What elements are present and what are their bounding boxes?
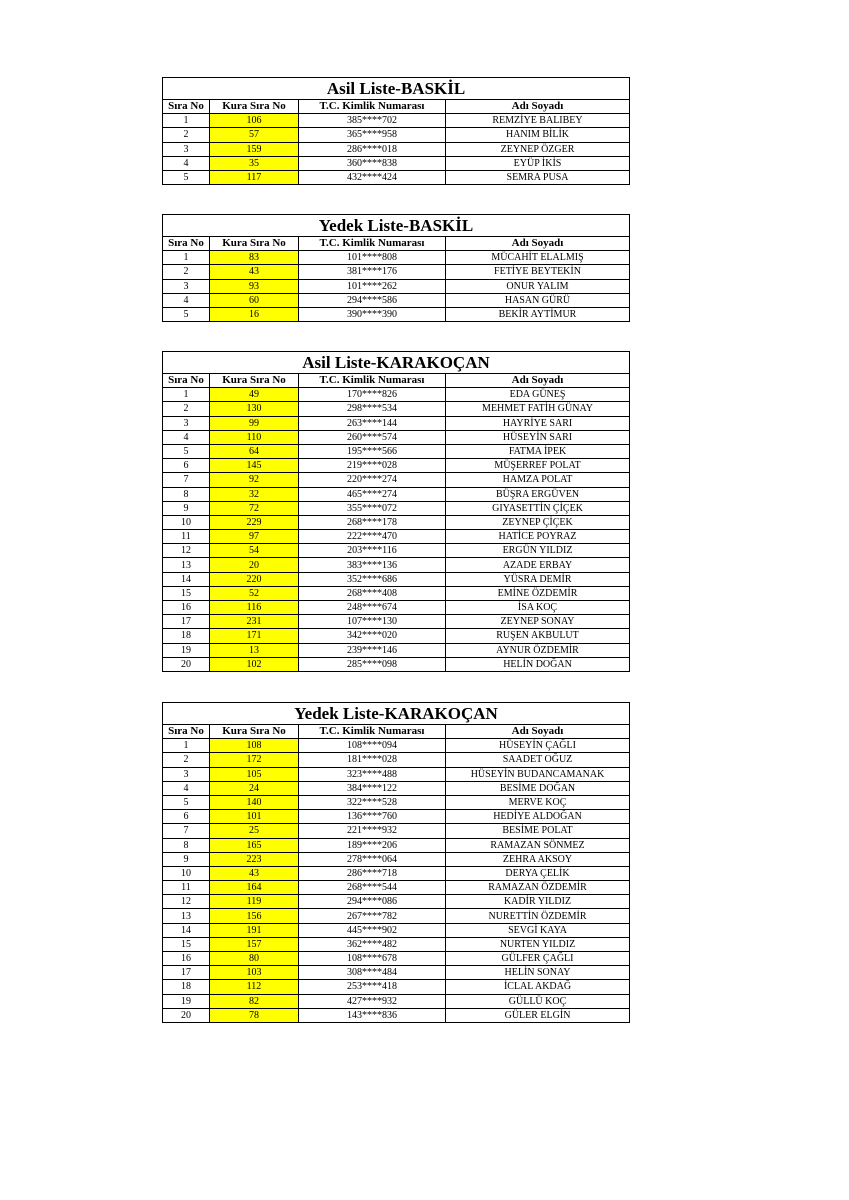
- col-kura-sira-no-header: Kura Sıra No: [210, 725, 299, 739]
- kura-sira-no-cell: 220: [210, 572, 299, 586]
- sira-no-cell: 4: [163, 156, 210, 170]
- tc-kimlik-cell: 352****686: [299, 572, 446, 586]
- sira-no-cell: 8: [163, 838, 210, 852]
- table-row: [163, 473, 630, 487]
- adi-soyadi-cell: DERYA ÇELİK: [446, 866, 630, 880]
- adi-soyadi-cell: HAYRİYE SARI: [446, 416, 630, 430]
- table-row: [163, 767, 630, 781]
- table-row: [163, 402, 630, 416]
- table-row: [163, 142, 630, 156]
- adi-soyadi-cell: SAADET OĞUZ: [446, 753, 630, 767]
- tc-kimlik-cell: 383****136: [299, 558, 446, 572]
- tc-kimlik-cell: 286****718: [299, 866, 446, 880]
- tc-kimlik-cell: 342****020: [299, 629, 446, 643]
- kura-sira-no-cell: 145: [210, 459, 299, 473]
- sira-no-cell: 3: [163, 142, 210, 156]
- kura-sira-no-cell: 43: [210, 866, 299, 880]
- sira-no-cell: 14: [163, 572, 210, 586]
- tc-kimlik-cell: 268****544: [299, 881, 446, 895]
- tc-kimlik-cell: 221****932: [299, 824, 446, 838]
- adi-soyadi-cell: REMZİYE BALIBEY: [446, 114, 630, 128]
- sira-no-cell: 18: [163, 980, 210, 994]
- sira-no-cell: 4: [163, 293, 210, 307]
- kura-sira-no-cell: 172: [210, 753, 299, 767]
- sira-no-cell: 1: [163, 388, 210, 402]
- sira-no-cell: 15: [163, 937, 210, 951]
- tc-kimlik-cell: 360****838: [299, 156, 446, 170]
- tc-kimlik-cell: 294****586: [299, 293, 446, 307]
- kura-sira-no-cell: 32: [210, 487, 299, 501]
- adi-soyadi-cell: HASAN GÜRÜ: [446, 293, 630, 307]
- col-kura-sira-no-header: Kura Sıra No: [210, 100, 299, 114]
- table-title-row: [163, 352, 630, 374]
- col-tc-kimlik-header: T.C. Kimlik Numarası: [299, 100, 446, 114]
- table-row: [163, 838, 630, 852]
- kura-sira-no-cell: 101: [210, 810, 299, 824]
- table-row: [163, 657, 630, 671]
- adi-soyadi-cell: AZADE ERBAY: [446, 558, 630, 572]
- tc-kimlik-cell: 220****274: [299, 473, 446, 487]
- sira-no-cell: 19: [163, 994, 210, 1008]
- sira-no-cell: 10: [163, 866, 210, 880]
- sira-no-cell: 11: [163, 881, 210, 895]
- sira-no-cell: 17: [163, 966, 210, 980]
- tc-kimlik-cell: 427****932: [299, 994, 446, 1008]
- sira-no-cell: 2: [163, 265, 210, 279]
- kura-sira-no-cell: 72: [210, 501, 299, 515]
- table-title-row: [163, 703, 630, 725]
- table-row: [163, 810, 630, 824]
- col-kura-sira-no-header: Kura Sıra No: [210, 374, 299, 388]
- kura-sira-no-cell: 171: [210, 629, 299, 643]
- table-row: [163, 279, 630, 293]
- kura-sira-no-cell: 110: [210, 430, 299, 444]
- adi-soyadi-cell: BESİME DOĞAN: [446, 781, 630, 795]
- kura-sira-no-cell: 92: [210, 473, 299, 487]
- sira-no-cell: 3: [163, 767, 210, 781]
- adi-soyadi-cell: EYÜP İKİS: [446, 156, 630, 170]
- sira-no-cell: 4: [163, 430, 210, 444]
- kura-sira-no-cell: 165: [210, 838, 299, 852]
- table-header-row: [163, 100, 630, 114]
- table-row: [163, 909, 630, 923]
- table-row: [163, 753, 630, 767]
- table-row: [163, 530, 630, 544]
- table-row: [163, 586, 630, 600]
- table-row: [163, 866, 630, 880]
- table-row: [163, 128, 630, 142]
- kura-sira-no-cell: 52: [210, 586, 299, 600]
- tc-kimlik-cell: 170****826: [299, 388, 446, 402]
- sira-no-cell: 12: [163, 544, 210, 558]
- adi-soyadi-cell: FETİYE BEYTEKİN: [446, 265, 630, 279]
- adi-soyadi-cell: EDA GÜNEŞ: [446, 388, 630, 402]
- adi-soyadi-cell: FATMA İPEK: [446, 444, 630, 458]
- table-row: [163, 459, 630, 473]
- sira-no-cell: 6: [163, 810, 210, 824]
- adi-soyadi-cell: BÜŞRA ERGÜVEN: [446, 487, 630, 501]
- table-row: [163, 781, 630, 795]
- adi-soyadi-cell: ZEYNEP SONAY: [446, 615, 630, 629]
- kura-sira-no-cell: 164: [210, 881, 299, 895]
- tc-kimlik-cell: 381****176: [299, 265, 446, 279]
- sira-no-cell: 20: [163, 1008, 210, 1022]
- adi-soyadi-cell: GIYASETTİN ÇİÇEK: [446, 501, 630, 515]
- tc-kimlik-cell: 268****178: [299, 515, 446, 529]
- tc-kimlik-cell: 322****528: [299, 795, 446, 809]
- sira-no-cell: 3: [163, 279, 210, 293]
- adi-soyadi-cell: AYNUR ÖZDEMİR: [446, 643, 630, 657]
- tc-kimlik-cell: 355****072: [299, 501, 446, 515]
- col-adi-soyadi-header: Adı Soyadı: [446, 237, 630, 251]
- table-row: [163, 388, 630, 402]
- tc-kimlik-cell: 248****674: [299, 601, 446, 615]
- kura-sira-no-cell: 78: [210, 1008, 299, 1022]
- tc-kimlik-cell: 323****488: [299, 767, 446, 781]
- kura-sira-no-cell: 102: [210, 657, 299, 671]
- tc-kimlik-cell: 189****206: [299, 838, 446, 852]
- adi-soyadi-cell: RAMAZAN ÖZDEMİR: [446, 881, 630, 895]
- list-table: [162, 351, 630, 672]
- tc-kimlik-cell: 465****274: [299, 487, 446, 501]
- table-row: [163, 265, 630, 279]
- adi-soyadi-cell: ONUR YALIM: [446, 279, 630, 293]
- col-adi-soyadi-header: Adı Soyadı: [446, 374, 630, 388]
- kura-sira-no-cell: 97: [210, 530, 299, 544]
- adi-soyadi-cell: ZEYNEP ÇİÇEK: [446, 515, 630, 529]
- table-title: Asil Liste-KARAKOÇAN: [163, 352, 630, 374]
- col-adi-soyadi-header: Adı Soyadı: [446, 100, 630, 114]
- tc-kimlik-cell: 239****146: [299, 643, 446, 657]
- adi-soyadi-cell: MEHMET FATİH GÜNAY: [446, 402, 630, 416]
- sira-no-cell: 8: [163, 487, 210, 501]
- table-row: [163, 643, 630, 657]
- kura-sira-no-cell: 130: [210, 402, 299, 416]
- sira-no-cell: 1: [163, 251, 210, 265]
- table-row: [163, 307, 630, 321]
- table-row: [163, 170, 630, 184]
- kura-sira-no-cell: 83: [210, 251, 299, 265]
- table-title: Yedek Liste-KARAKOÇAN: [163, 703, 630, 725]
- kura-sira-no-cell: 223: [210, 852, 299, 866]
- sira-no-cell: 13: [163, 909, 210, 923]
- sira-no-cell: 7: [163, 824, 210, 838]
- kura-sira-no-cell: 103: [210, 966, 299, 980]
- kura-sira-no-cell: 35: [210, 156, 299, 170]
- table-row: [163, 572, 630, 586]
- sira-no-cell: 12: [163, 895, 210, 909]
- table-row: [163, 895, 630, 909]
- kura-sira-no-cell: 99: [210, 416, 299, 430]
- tc-kimlik-cell: 181****028: [299, 753, 446, 767]
- tc-kimlik-cell: 390****390: [299, 307, 446, 321]
- sira-no-cell: 1: [163, 739, 210, 753]
- sira-no-cell: 10: [163, 515, 210, 529]
- tc-kimlik-cell: 285****098: [299, 657, 446, 671]
- table-row: [163, 1008, 630, 1022]
- sira-no-cell: 1: [163, 114, 210, 128]
- table-row: [163, 444, 630, 458]
- table-row: [163, 937, 630, 951]
- adi-soyadi-cell: İCLAL AKDAĞ: [446, 980, 630, 994]
- kura-sira-no-cell: 140: [210, 795, 299, 809]
- tc-kimlik-cell: 195****566: [299, 444, 446, 458]
- kura-sira-no-cell: 119: [210, 895, 299, 909]
- kura-sira-no-cell: 116: [210, 601, 299, 615]
- sira-no-cell: 2: [163, 402, 210, 416]
- table-row: [163, 994, 630, 1008]
- col-tc-kimlik-header: T.C. Kimlik Numarası: [299, 237, 446, 251]
- kura-sira-no-cell: 25: [210, 824, 299, 838]
- sira-no-cell: 3: [163, 416, 210, 430]
- sira-no-cell: 5: [163, 444, 210, 458]
- kura-sira-no-cell: 82: [210, 994, 299, 1008]
- sira-no-cell: 15: [163, 586, 210, 600]
- tc-kimlik-cell: 260****574: [299, 430, 446, 444]
- table-row: [163, 558, 630, 572]
- tc-kimlik-cell: 268****408: [299, 586, 446, 600]
- table-row: [163, 487, 630, 501]
- sira-no-cell: 9: [163, 852, 210, 866]
- tc-kimlik-cell: 101****262: [299, 279, 446, 293]
- kura-sira-no-cell: 117: [210, 170, 299, 184]
- list-table: [162, 77, 630, 185]
- table-row: [163, 629, 630, 643]
- col-adi-soyadi-header: Adı Soyadı: [446, 725, 630, 739]
- adi-soyadi-cell: EMİNE ÖZDEMİR: [446, 586, 630, 600]
- table-title-row: [163, 215, 630, 237]
- kura-sira-no-cell: 49: [210, 388, 299, 402]
- table-row: [163, 795, 630, 809]
- kura-sira-no-cell: 16: [210, 307, 299, 321]
- sira-no-cell: 13: [163, 558, 210, 572]
- kura-sira-no-cell: 112: [210, 980, 299, 994]
- adi-soyadi-cell: HAMZA POLAT: [446, 473, 630, 487]
- table-row: [163, 544, 630, 558]
- tc-kimlik-cell: 253****418: [299, 980, 446, 994]
- table-header-row: [163, 725, 630, 739]
- adi-soyadi-cell: HATİCE POYRAZ: [446, 530, 630, 544]
- adi-soyadi-cell: HÜSEYİN SARI: [446, 430, 630, 444]
- adi-soyadi-cell: HÜSEYİN ÇAĞLI: [446, 739, 630, 753]
- tc-kimlik-cell: 108****094: [299, 739, 446, 753]
- col-sira-no-header: Sıra No: [163, 374, 210, 388]
- table-title: Asil Liste-BASKİL: [163, 78, 630, 100]
- adi-soyadi-cell: RUŞEN AKBULUT: [446, 629, 630, 643]
- table-row: [163, 156, 630, 170]
- col-tc-kimlik-header: T.C. Kimlik Numarası: [299, 725, 446, 739]
- kura-sira-no-cell: 229: [210, 515, 299, 529]
- kura-sira-no-cell: 105: [210, 767, 299, 781]
- adi-soyadi-cell: SEVGİ KAYA: [446, 923, 630, 937]
- table-row: [163, 923, 630, 937]
- tc-kimlik-cell: 143****836: [299, 1008, 446, 1022]
- adi-soyadi-cell: MÜCAHİT ELALMIŞ: [446, 251, 630, 265]
- table-row: [163, 824, 630, 838]
- tc-kimlik-cell: 308****484: [299, 966, 446, 980]
- tc-kimlik-cell: 362****482: [299, 937, 446, 951]
- tc-kimlik-cell: 263****144: [299, 416, 446, 430]
- adi-soyadi-cell: NURTEN YILDIZ: [446, 937, 630, 951]
- kura-sira-no-cell: 93: [210, 279, 299, 293]
- tc-kimlik-cell: 286****018: [299, 142, 446, 156]
- adi-soyadi-cell: HÜSEYİN BUDANCAMANAK: [446, 767, 630, 781]
- col-sira-no-header: Sıra No: [163, 237, 210, 251]
- adi-soyadi-cell: MÜŞERREF POLAT: [446, 459, 630, 473]
- table-row: [163, 852, 630, 866]
- kura-sira-no-cell: 24: [210, 781, 299, 795]
- adi-soyadi-cell: ZEYNEP ÖZGER: [446, 142, 630, 156]
- tc-kimlik-cell: 445****902: [299, 923, 446, 937]
- tc-kimlik-cell: 108****678: [299, 952, 446, 966]
- kura-sira-no-cell: 231: [210, 615, 299, 629]
- table-row: [163, 416, 630, 430]
- adi-soyadi-cell: BEKİR AYTİMUR: [446, 307, 630, 321]
- sira-no-cell: 5: [163, 795, 210, 809]
- adi-soyadi-cell: HELİN DOĞAN: [446, 657, 630, 671]
- sira-no-cell: 4: [163, 781, 210, 795]
- table-row: [163, 601, 630, 615]
- table-row: [163, 739, 630, 753]
- table-title-row: [163, 78, 630, 100]
- kura-sira-no-cell: 106: [210, 114, 299, 128]
- sira-no-cell: 14: [163, 923, 210, 937]
- kura-sira-no-cell: 13: [210, 643, 299, 657]
- table-row: [163, 966, 630, 980]
- table-row: [163, 293, 630, 307]
- sira-no-cell: 16: [163, 952, 210, 966]
- adi-soyadi-cell: HELİN SONAY: [446, 966, 630, 980]
- kura-sira-no-cell: 157: [210, 937, 299, 951]
- table-row: [163, 251, 630, 265]
- adi-soyadi-cell: ERGÜN YILDIZ: [446, 544, 630, 558]
- adi-soyadi-cell: BESİME POLAT: [446, 824, 630, 838]
- tc-kimlik-cell: 298****534: [299, 402, 446, 416]
- tc-kimlik-cell: 267****782: [299, 909, 446, 923]
- adi-soyadi-cell: HANIM BİLİK: [446, 128, 630, 142]
- kura-sira-no-cell: 191: [210, 923, 299, 937]
- tc-kimlik-cell: 107****130: [299, 615, 446, 629]
- adi-soyadi-cell: RAMAZAN SÖNMEZ: [446, 838, 630, 852]
- list-table: [162, 214, 630, 322]
- tc-kimlik-cell: 365****958: [299, 128, 446, 142]
- adi-soyadi-cell: MERVE KOÇ: [446, 795, 630, 809]
- table-row: [163, 430, 630, 444]
- tc-kimlik-cell: 384****122: [299, 781, 446, 795]
- tc-kimlik-cell: 101****808: [299, 251, 446, 265]
- tc-kimlik-cell: 385****702: [299, 114, 446, 128]
- kura-sira-no-cell: 159: [210, 142, 299, 156]
- sira-no-cell: 16: [163, 601, 210, 615]
- sira-no-cell: 18: [163, 629, 210, 643]
- table-row: [163, 114, 630, 128]
- adi-soyadi-cell: GÜLFER ÇAĞLI: [446, 952, 630, 966]
- kura-sira-no-cell: 80: [210, 952, 299, 966]
- table-row: [163, 881, 630, 895]
- kura-sira-no-cell: 60: [210, 293, 299, 307]
- table-row: [163, 501, 630, 515]
- table-row: [163, 515, 630, 529]
- kura-sira-no-cell: 54: [210, 544, 299, 558]
- sira-no-cell: 20: [163, 657, 210, 671]
- kura-sira-no-cell: 43: [210, 265, 299, 279]
- adi-soyadi-cell: GÜLLÜ KOÇ: [446, 994, 630, 1008]
- sira-no-cell: 5: [163, 307, 210, 321]
- sira-no-cell: 2: [163, 753, 210, 767]
- sira-no-cell: 17: [163, 615, 210, 629]
- adi-soyadi-cell: İSA KOÇ: [446, 601, 630, 615]
- tc-kimlik-cell: 294****086: [299, 895, 446, 909]
- kura-sira-no-cell: 156: [210, 909, 299, 923]
- sira-no-cell: 19: [163, 643, 210, 657]
- table-row: [163, 615, 630, 629]
- sira-no-cell: 6: [163, 459, 210, 473]
- tc-kimlik-cell: 222****470: [299, 530, 446, 544]
- tc-kimlik-cell: 136****760: [299, 810, 446, 824]
- table-row: [163, 952, 630, 966]
- list-table: [162, 702, 630, 1023]
- adi-soyadi-cell: ZEHRA AKSOY: [446, 852, 630, 866]
- tc-kimlik-cell: 278****064: [299, 852, 446, 866]
- sira-no-cell: 11: [163, 530, 210, 544]
- table-header-row: [163, 374, 630, 388]
- sira-no-cell: 7: [163, 473, 210, 487]
- col-kura-sira-no-header: Kura Sıra No: [210, 237, 299, 251]
- tc-kimlik-cell: 219****028: [299, 459, 446, 473]
- adi-soyadi-cell: NURETTİN ÖZDEMİR: [446, 909, 630, 923]
- adi-soyadi-cell: KADİR YILDIZ: [446, 895, 630, 909]
- table-header-row: [163, 237, 630, 251]
- col-sira-no-header: Sıra No: [163, 725, 210, 739]
- kura-sira-no-cell: 57: [210, 128, 299, 142]
- adi-soyadi-cell: GÜLER ELGİN: [446, 1008, 630, 1022]
- adi-soyadi-cell: SEMRA PUSA: [446, 170, 630, 184]
- adi-soyadi-cell: YÜSRA DEMİR: [446, 572, 630, 586]
- adi-soyadi-cell: HEDİYE ALDOĞAN: [446, 810, 630, 824]
- sira-no-cell: 5: [163, 170, 210, 184]
- kura-sira-no-cell: 64: [210, 444, 299, 458]
- kura-sira-no-cell: 108: [210, 739, 299, 753]
- table-row: [163, 980, 630, 994]
- sira-no-cell: 2: [163, 128, 210, 142]
- tc-kimlik-cell: 432****424: [299, 170, 446, 184]
- kura-sira-no-cell: 20: [210, 558, 299, 572]
- col-tc-kimlik-header: T.C. Kimlik Numarası: [299, 374, 446, 388]
- table-title: Yedek Liste-BASKİL: [163, 215, 630, 237]
- sira-no-cell: 9: [163, 501, 210, 515]
- col-sira-no-header: Sıra No: [163, 100, 210, 114]
- tc-kimlik-cell: 203****116: [299, 544, 446, 558]
